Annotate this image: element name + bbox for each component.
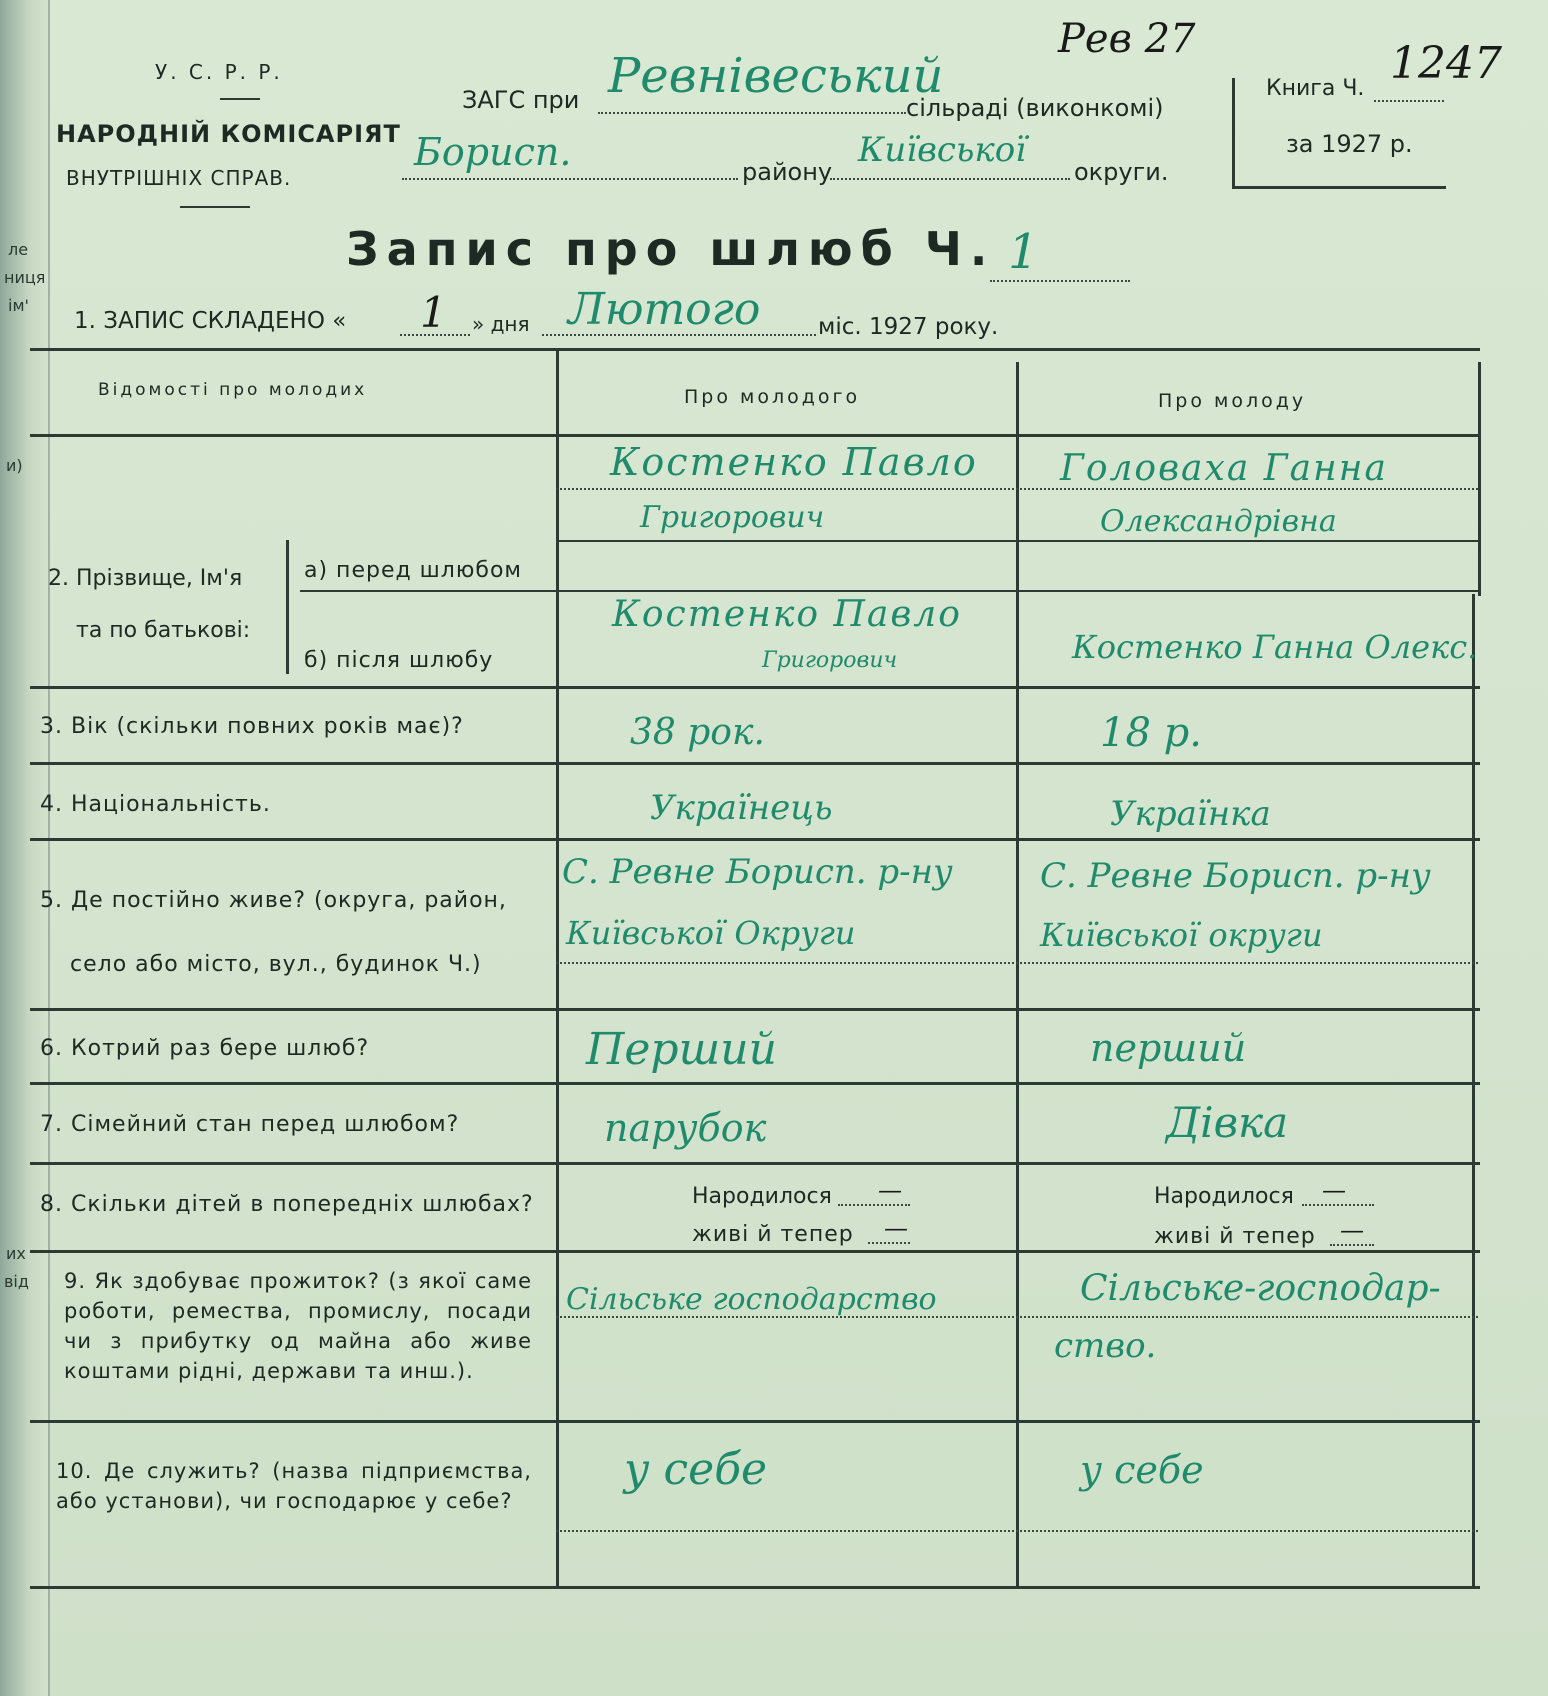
col-header-bride: Про молоду bbox=[1158, 390, 1307, 412]
internal-affairs-label: ВНУТРІШНІХ СПРАВ. bbox=[66, 166, 292, 190]
name-label: та по батькові: bbox=[76, 618, 251, 643]
strip-fragment: и) bbox=[6, 456, 23, 475]
zags-village-handwritten: Ревнівеський bbox=[608, 48, 944, 104]
family-status-label: 7. Сімейний стан перед шлюбом? bbox=[40, 1112, 460, 1137]
groom-alive-label: живі й тепер bbox=[692, 1222, 854, 1247]
strip-fragment: ниця bbox=[4, 268, 46, 287]
book-box-border bbox=[1232, 78, 1235, 188]
record-date-prefix: 1. ЗАПИС СКЛАДЕНО « bbox=[74, 308, 347, 334]
groom-times-married: Перший bbox=[586, 1024, 777, 1075]
groom-residence: Київської Округи bbox=[566, 914, 856, 952]
bride-born-value: — bbox=[1322, 1176, 1346, 1204]
table-right-border bbox=[1472, 594, 1475, 1588]
bride-service: у себе bbox=[1080, 1448, 1204, 1492]
row-border bbox=[30, 1008, 1480, 1011]
ussr-label: У. С. Р. Р. bbox=[155, 60, 283, 84]
strip-fragment: від bbox=[4, 1272, 29, 1291]
groom-residence: С. Ревне Борисп. р-ну bbox=[562, 852, 953, 892]
col-header-groom: Про молодого bbox=[684, 386, 861, 408]
bride-times-married: перший bbox=[1090, 1026, 1247, 1070]
bride-alive-line bbox=[1330, 1244, 1374, 1246]
groom-service: у себе bbox=[624, 1444, 768, 1495]
row-dotted-line bbox=[556, 962, 1478, 964]
record-date-suffix: міс. 1927 року. bbox=[818, 314, 999, 340]
bride-patronymic-before: Олександрівна bbox=[1100, 504, 1337, 539]
row-border bbox=[30, 1162, 1480, 1165]
groom-born-label: Народилося bbox=[692, 1184, 832, 1209]
times-married-label: 6. Котрий раз бере шлюб? bbox=[40, 1036, 370, 1061]
bride-name-after: Костенко Ганна Олекс. bbox=[1072, 628, 1478, 666]
reference-number-handwritten: Рев 27 bbox=[1058, 16, 1196, 62]
record-number-line bbox=[990, 280, 1130, 282]
row-border bbox=[30, 1082, 1480, 1085]
district-line bbox=[402, 178, 738, 180]
name-label: 2. Прізвище, Ім'я bbox=[48, 566, 243, 591]
row-border bbox=[30, 686, 1480, 689]
groom-born-line bbox=[838, 1204, 910, 1206]
row-border bbox=[30, 762, 1480, 765]
bride-age: 18 р. bbox=[1100, 710, 1202, 756]
groom-name-after: Костенко Павло bbox=[612, 594, 962, 635]
bride-surname-before: Головаха Ганна bbox=[1060, 448, 1388, 489]
divider bbox=[220, 98, 260, 100]
zags-suffix: сільраді (виконкомі) bbox=[906, 94, 1164, 122]
groom-nationality: Українець bbox=[650, 788, 833, 828]
strip-fragment: их bbox=[6, 1244, 26, 1263]
bride-nationality: Українка bbox=[1110, 794, 1271, 834]
book-box-border bbox=[1232, 186, 1446, 189]
bride-alive-value: — bbox=[1340, 1216, 1364, 1244]
name-before-label: а) перед шлюбом bbox=[304, 558, 523, 583]
record-day-handwritten: 1 bbox=[420, 288, 447, 337]
record-date-mid: » дня bbox=[472, 312, 530, 336]
book-label: Книга Ч. bbox=[1266, 76, 1365, 101]
row-line bbox=[556, 540, 1478, 542]
table-bottom-border bbox=[30, 1586, 1480, 1589]
left-binding-strip bbox=[0, 0, 50, 1696]
record-title: Запис про шлюб Ч. bbox=[346, 222, 996, 276]
book-year: за 1927 р. bbox=[1286, 130, 1413, 158]
name-after-label: б) після шлюбу bbox=[304, 648, 494, 673]
groom-born-value: — bbox=[878, 1176, 902, 1204]
table-col-divider bbox=[1016, 362, 1019, 1586]
row-dotted-line bbox=[556, 1530, 1478, 1532]
children-label: 8. Скільки дітей в попередніх шлюбах? bbox=[40, 1192, 534, 1217]
groom-livelihood: Сільське господарство bbox=[566, 1282, 937, 1317]
record-month-handwritten: Лютого bbox=[568, 284, 761, 335]
table-top-border bbox=[30, 348, 1480, 351]
district-label: району bbox=[742, 158, 833, 186]
bride-residence: С. Ревне Борисп. р-ну bbox=[1040, 856, 1431, 896]
okruga-line bbox=[830, 178, 1070, 180]
strip-fragment: ле bbox=[8, 240, 29, 259]
divider bbox=[180, 206, 250, 208]
residence-label: село або місто, вул., будинок Ч.) bbox=[70, 952, 482, 977]
age-label: 3. Вік (скільки повних років має)? bbox=[40, 714, 464, 739]
table-right-border bbox=[1478, 362, 1481, 596]
groom-age: 38 рок. bbox=[630, 712, 765, 753]
groom-family-status: парубок bbox=[604, 1106, 767, 1150]
groom-patronymic-after: Григорович bbox=[762, 648, 898, 673]
strip-fragment: ім' bbox=[8, 296, 29, 315]
zags-prefix: ЗАГС при bbox=[462, 86, 580, 114]
bride-family-status: Дівка bbox=[1166, 1098, 1289, 1147]
bride-livelihood: ство. bbox=[1054, 1326, 1157, 1366]
row-line bbox=[300, 590, 1478, 592]
okruga-handwritten: Київської bbox=[858, 130, 1027, 170]
record-number-handwritten: 1 bbox=[1008, 224, 1039, 280]
book-number-handwritten: 1247 bbox=[1390, 38, 1502, 89]
groom-surname-before: Костенко Павло bbox=[610, 440, 978, 484]
row-border bbox=[30, 838, 1480, 841]
header-row-border bbox=[30, 434, 1480, 437]
table-col-divider bbox=[556, 348, 559, 1588]
bride-alive-label: живі й тепер bbox=[1154, 1224, 1316, 1249]
district-handwritten: Борисп. bbox=[414, 130, 572, 174]
col-header-info: Відомості про молодих bbox=[98, 380, 368, 400]
commissariat-label: НАРОДНІЙ КОМІСАРІЯТ bbox=[56, 120, 401, 148]
residence-label: 5. Де постійно живе? (округа, район, bbox=[40, 888, 507, 913]
bride-residence: Київської округи bbox=[1040, 916, 1323, 954]
service-label: 10. Де служить? (назва підприємства, або установи), чи господарює у себе? bbox=[56, 1459, 532, 1513]
name-bracket bbox=[286, 540, 289, 674]
groom-alive-line bbox=[868, 1242, 910, 1244]
bride-born-label: Народилося bbox=[1154, 1184, 1294, 1209]
okruga-label: округи. bbox=[1074, 158, 1169, 186]
bride-born-line bbox=[1302, 1204, 1374, 1206]
row-border bbox=[30, 1250, 1480, 1253]
row-border bbox=[30, 1420, 1480, 1423]
bride-livelihood: Сільське-господар- bbox=[1080, 1268, 1441, 1309]
groom-alive-value: — bbox=[884, 1214, 908, 1242]
livelihood-label: 9. Як здобуває прожиток? (з якої саме роботи, ремества, промислу, посади чи з прибутку од майна або живе коштами рідні, держави та инш.). bbox=[64, 1269, 532, 1383]
groom-patronymic-before: Григорович bbox=[640, 500, 825, 535]
zags-village-line bbox=[598, 112, 906, 114]
nationality-label: 4. Національність. bbox=[40, 792, 271, 817]
book-number-line bbox=[1374, 100, 1444, 102]
